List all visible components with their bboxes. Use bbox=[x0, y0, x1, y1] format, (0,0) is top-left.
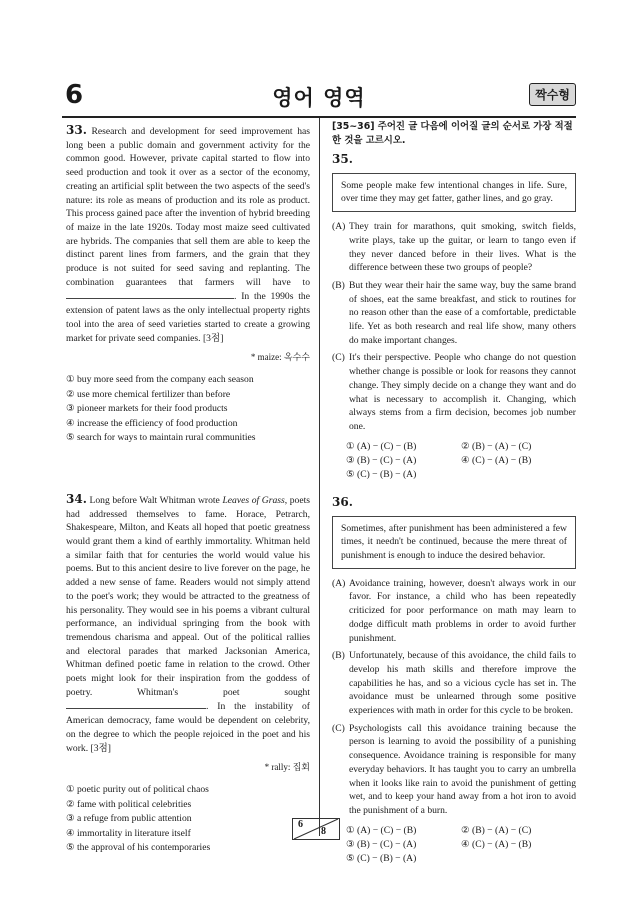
choice-item[interactable]: ⑤ (C) − (B) − (A) bbox=[346, 469, 417, 481]
q34-text-body: , poets had addressed themselves to fame. Horace, Petrarch, Shakespeare, Milton, and Keats all hoped that poetic greatness would grant them a kind of earthly immortality. Whitman held a similar faith that for centuries the world would value his poems. But to this ancient desire to live forever on the page, he added a new sense of fame. Readers would not simply attend to the poet's work; they would be attracted to the greatness of his personality. They would see in his poems a vibrant cultural performance, an individual springing from the book with tremendous charisma and appeal. Out of the political rallies and electoral parades that marked Jacksonian America, Whitman defined poetic fame in relation to the crowd. Other poets might look for their inspiration from the goddess of poetry. Whitman's poet sought bbox=[66, 494, 311, 698]
choice-item[interactable]: ① (A) − (C) − (B) bbox=[346, 824, 417, 836]
choice-item[interactable]: ① buy more seed from the company each season bbox=[66, 373, 254, 385]
choice-item[interactable]: ④ immortality in literature itself bbox=[66, 827, 191, 839]
q34-points: [3점] bbox=[90, 742, 111, 754]
q34-book-title: Leaves of Grass bbox=[222, 494, 285, 506]
column-divider bbox=[319, 118, 320, 836]
q34-blank bbox=[66, 699, 206, 709]
q33-text-after: . In the 1990s the extension of patent laws as the only intellectual property rights tool into the area of seed varieties started to create a growing market for private seed companies. bbox=[66, 291, 310, 344]
footer-total-pages: 8 bbox=[321, 826, 326, 837]
choice-item[interactable]: ② fame with political celebrities bbox=[66, 798, 192, 810]
q34-gloss: * rally: 집회 bbox=[264, 762, 310, 773]
question-35 bbox=[332, 153, 576, 482]
question-33 bbox=[66, 124, 310, 445]
choice-item[interactable]: ④ increase the efficiency of food production bbox=[66, 417, 238, 429]
q35-option-a bbox=[332, 220, 576, 275]
choice-item[interactable]: ② use more chemical fertilizer than before bbox=[66, 388, 231, 400]
q33-number: 33. bbox=[66, 123, 87, 137]
left-column bbox=[66, 124, 310, 856]
q33-points: [3점] bbox=[202, 332, 224, 344]
choice-item[interactable]: ⑤ (C) − (B) − (A) bbox=[346, 853, 417, 865]
q36-option-b bbox=[332, 649, 576, 718]
option-label: (B) bbox=[332, 279, 345, 291]
q35-option-b bbox=[332, 279, 576, 348]
choice-item[interactable]: ① poetic purity out of political chaos bbox=[66, 783, 209, 795]
q34-choices bbox=[66, 783, 310, 855]
exam-type-badge: 짝수형 bbox=[529, 83, 576, 106]
q36-option-c bbox=[332, 722, 576, 818]
option-label: (B) bbox=[332, 650, 345, 662]
choice-item[interactable]: ① (A) − (C) − (B) bbox=[346, 440, 417, 452]
choice-item[interactable]: ② (B) − (A) − (C) bbox=[461, 824, 532, 836]
option-text: Unfortunately, because of this avoidance, the child fails to develop his math skills and therefore improve the capabilities he has, and so a vicious cycle has set in. The avoidance must be unlearned through some positive experiences with math in order for this cycle to be broken. bbox=[349, 650, 576, 717]
choice-item[interactable]: ③ (B) − (C) − (A) bbox=[346, 455, 417, 467]
right-column bbox=[332, 120, 576, 866]
q36-option-a bbox=[332, 577, 576, 646]
q33-text-before: Research and development for seed improvement has long been a public domain and government activity for the common good. However, private capital started to flow into seed production and took it over as a sector of the economy, creating an artificial split between the two aspects of the seed's nature: its role as means of production and its role as product. This process gained pace after the invention of hybrid breeding of maize in the late 1920s. Today most maize seed cultivated are hybrids. The companies that sell them are able to keep the distinct parent lines from farmers, and the grain that they produce is not suited for seed saving and replanting. The combination guarantees that farmers will have to bbox=[66, 126, 310, 288]
q35-option-c bbox=[332, 351, 576, 433]
q34-passage bbox=[66, 493, 310, 755]
option-text: They train for marathons, quit smoking, switch fields, write plays, take up the guitar, or learn to tango even if they never danced before in their lives. What is the difference between these two groups of people? bbox=[349, 221, 576, 274]
option-text: Avoidance training, however, doesn't always work in our favor. For instance, a child who has been repeatedly criticized for poor performance on math may learn to dodge difficult math problems in order to avoid further punishment. bbox=[349, 577, 576, 644]
q33-blank bbox=[66, 289, 234, 299]
choice-item[interactable]: ④ (C) − (A) − (B) bbox=[461, 839, 532, 851]
q35-given-text: Some people make few intentional changes in life. Sure, over time they may get fatter, gather lines, and go gray. bbox=[332, 173, 576, 212]
page-number: 6 bbox=[65, 80, 84, 110]
subject-title: 영어 영역 bbox=[272, 86, 366, 110]
option-text: It's their perspective. People who change do not question whether change is possible or look for reasons they cannot change. They simply decide on a change they want and do what is necessary to accomplish it. Changing, which always stems from a firm decision, becomes job number one. bbox=[349, 352, 576, 432]
choice-item[interactable]: ⑤ search for ways to maintain rural communities bbox=[66, 432, 256, 444]
q34-number: 34. bbox=[66, 491, 87, 506]
choice-item[interactable]: ③ a refuge from public attention bbox=[66, 813, 192, 825]
q34-text-intro: Long before Walt Whitman wrote bbox=[89, 494, 220, 506]
q33-choices bbox=[66, 373, 310, 445]
instruction-35-36: [35~36] 주어진 글 다음에 이어질 글의 순서로 가장 적절한 것을 고르시오. bbox=[332, 121, 573, 146]
option-label: (A) bbox=[332, 221, 346, 233]
option-label: (A) bbox=[332, 577, 346, 589]
question-34 bbox=[66, 493, 310, 855]
q36-given-text: Sometimes, after punishment has been administered a few times, it needn't be continued, because the mere threat of punishment is enough to induce the desired behavior. bbox=[332, 516, 576, 569]
q33-passage bbox=[66, 124, 310, 345]
choice-item[interactable]: ④ (C) − (A) − (B) bbox=[461, 455, 532, 467]
choice-item[interactable]: ③ pioneer markets for their food products bbox=[66, 403, 228, 415]
q35-choices bbox=[346, 440, 576, 482]
q35-number: 35. bbox=[332, 152, 353, 166]
page-footer bbox=[292, 818, 340, 840]
page-header bbox=[62, 78, 576, 118]
option-label: (C) bbox=[332, 722, 345, 734]
q36-number: 36. bbox=[332, 494, 353, 509]
question-36 bbox=[332, 496, 576, 866]
option-text: Psychologists call this avoidance training because the person is learning to avoid the possibility of a punishing consequence. Avoidance training is responsible for many everyday behaviors. It has taught you to carry an umbrella when it looks like rain to avoid the punishment of getting wet, and to keep your hand away from a hot iron to avoid the punishment of a burn. bbox=[349, 722, 576, 816]
choice-item[interactable]: ⑤ the approval of his contemporaries bbox=[66, 842, 211, 854]
choice-item[interactable]: ③ (B) − (C) − (A) bbox=[346, 839, 417, 851]
q34-text-after: . In the instability of American democracy, fame would be dependent on celebrity, on the degree to which the people rejoiced in the poet and his work. bbox=[66, 701, 310, 754]
option-text: But they wear their hair the same way, buy the same brand of shoes, eat the same breakfast, and stick to routines for no reason other than the ease of a comfortable, predictable life. Yet as both research and real life show, many others do make important changes. bbox=[349, 279, 576, 346]
q36-choices bbox=[346, 824, 576, 866]
footer-current-page: 6 bbox=[298, 819, 303, 830]
option-label: (C) bbox=[332, 352, 345, 364]
choice-item[interactable]: ② (B) − (A) − (C) bbox=[461, 440, 532, 452]
q33-gloss: * maize: 옥수수 bbox=[250, 352, 310, 363]
